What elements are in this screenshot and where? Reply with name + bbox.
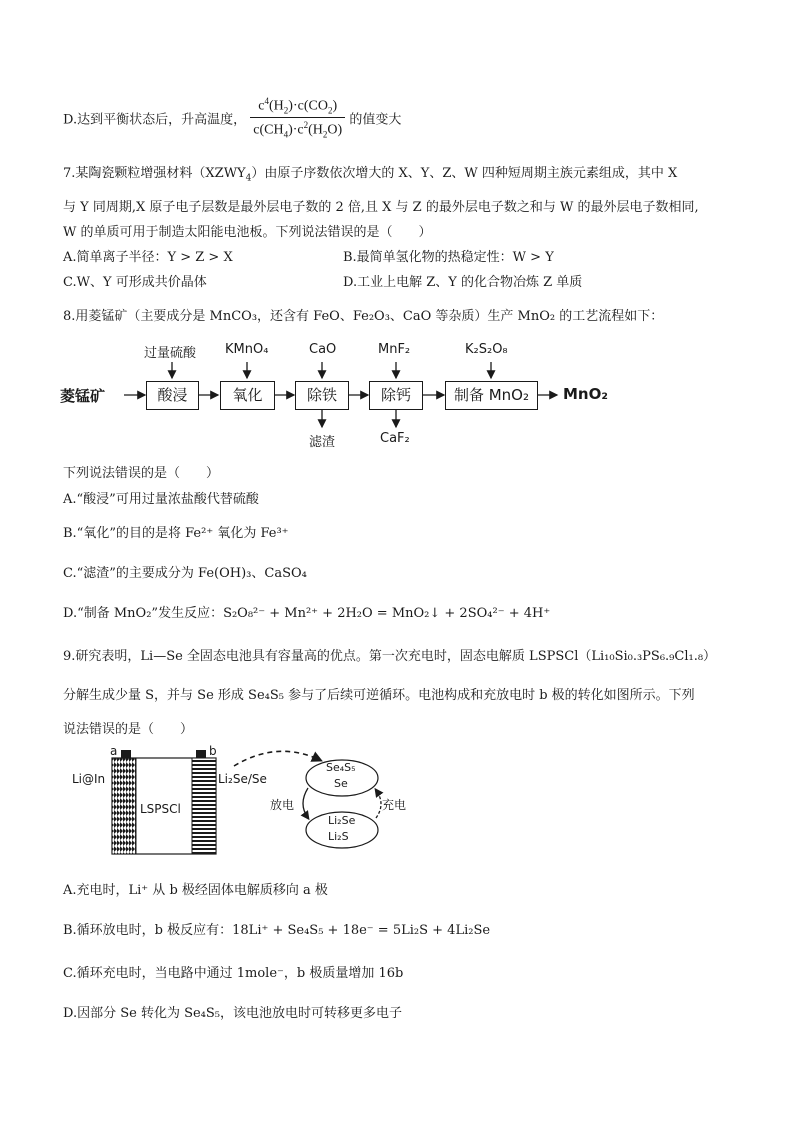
cycle-bottom-species-2: Li₂S <box>328 830 349 843</box>
battery-left-electrode: Li@In <box>72 772 106 786</box>
q9-option-a: A.充电时，Li⁺ 从 b 极经固体电解质移向 a 极 <box>63 883 328 898</box>
q9-option-c: C.循环充电时，当电路中通过 1mole⁻，b 极质量增加 16b <box>63 966 404 981</box>
q7-stem-line1: 7.某陶瓷颗粒增强材料$(XZWY_4)$由原子序数依次增大的 X、Y、Z、W 四种短周期主族元素组成，其中 X <box>63 166 678 184</box>
q8-option-a: A.“酸浸”可用过量浓盐酸代替硫酸 <box>63 492 259 507</box>
cycle-bottom-species-1: Li₂Se <box>328 814 356 827</box>
flow-output-caf2: CaF₂ <box>380 431 410 446</box>
battery-drawing <box>72 744 432 856</box>
flow-input-k2s2o8: K₂S₂O₈ <box>465 342 508 357</box>
flow-box-calcium-removal: 除钙 <box>369 381 423 410</box>
q7-stem-line3: W 的单质可用于制造太阳能电池板。下列说法错误的是（ ） <box>63 225 432 240</box>
flow-output-residue: 滤渣 <box>309 435 336 450</box>
flow-box-oxidation: 氧化 <box>220 381 275 410</box>
q9-stem-line2: 分解生成少量 S，并与 Se 形成 Se₄S₅ 参与了后续可逆循环。电池构成和充放电时 b 极的转化如图所示。下列 <box>63 688 695 703</box>
flow-box-iron-removal: 除铁 <box>295 381 349 410</box>
q6-d-prefix: D.达到平衡状态后，升高温度， <box>63 112 247 128</box>
cycle-top-species-2: Se <box>334 777 348 790</box>
flow-input-mnf2: MnF₂ <box>378 342 411 357</box>
q8-option-b: B.“氧化”的目的是将 Fe²⁺ 氧化为 Fe³⁺ <box>63 526 289 541</box>
battery-right-electrode: Li₂Se/Se <box>218 772 267 786</box>
q7-option-b: B.最简单氢化物的热稳定性：W > Y <box>343 250 554 265</box>
flow-end: MnO₂ <box>563 385 608 403</box>
q7-option-d: D.工业上电解 Z、Y 的化合物冶炼 Z 单质 <box>343 275 583 290</box>
flow-input-sulfuric-acid: 过量硫酸 <box>144 346 197 361</box>
q8-question: 下列说法错误的是（ ） <box>63 466 220 481</box>
q7-option-c: C.W、Y 可形成共价晶体 <box>63 275 207 290</box>
flow-input-cao: CaO <box>309 342 337 357</box>
battery-label-b: b <box>209 744 217 758</box>
q7-option-a: A.简单离子半径：Y > Z > X <box>63 250 233 265</box>
q6-option-d <box>63 96 401 140</box>
q7-line1-a: 7.某陶瓷颗粒增强材料（XZWY <box>63 166 246 181</box>
flow-box-acid-leach: 酸浸 <box>146 381 199 410</box>
cycle-discharge-label: 放电 <box>270 798 295 812</box>
q9-stem-line1: 9.研究表明，Li—Se 全固态电池具有容量高的优点。第一次充电时，固态电解质 LSPSCl（Li₁₀Si₀.₃PS₆.₉Cl₁.₈） <box>63 649 717 664</box>
q8-stem: 8.用菱锰矿（主要成分是 MnCO₃，还含有 FeO、Fe₂O₃、CaO 等杂质）生产 MnO₂ 的工艺流程如下： <box>63 309 664 324</box>
flow-input-kmno4: KMnO₄ <box>225 342 269 357</box>
q6-d-suffix: 的值变大 <box>349 112 402 128</box>
q9-stem-line3: 说法错误的是（ ） <box>63 722 194 737</box>
q9-battery-figure <box>72 744 432 856</box>
q7-stem-line2: 与 Y 同周期,X 原子电子层数是最外层电子数的 2 倍,且 X 与 Z 的最外层电子数之和与 W 的最外层电子数相同, <box>63 200 699 215</box>
battery-electrolyte: LSPSCl <box>140 802 181 816</box>
cycle-charge-label: 充电 <box>382 798 407 812</box>
q8-option-d: D.“制备 MnO₂”发生反应：S₂O₈²⁻ + Mn²⁺ + 2H₂O = MnO₂↓ + 2SO₄²⁻ + 4H⁺ <box>63 606 551 621</box>
q9-option-d: D.因部分 Se 转化为 Se₄S₅，该电池放电时可转移更多电子 <box>63 1006 403 1021</box>
q7-line1-b: ）由原子序数依次增大的 X、Y、Z、W 四种短周期主族元素组成，其中 X <box>251 166 678 181</box>
battery-label-a: a <box>110 744 118 758</box>
cycle-top-species-1: Se₄S₅ <box>326 761 356 774</box>
q6-d-fraction: $\frac{c^4(H_2)\cdot c(CO_2)}{c(CH_4)\cdot c^2(H_2O)}$ <box>250 96 345 140</box>
flow-box-prepare-mno2: 制备 MnO₂ <box>445 381 538 410</box>
q8-flow-diagram <box>60 338 620 456</box>
q9-option-b: B.循环放电时，b 极反应有：18Li⁺ + Se₄S₅ + 18e⁻ = 5Li₂S + 4Li₂Se <box>63 923 491 938</box>
flow-start: 菱锰矿 <box>60 387 106 405</box>
q8-option-c: C.“滤渣”的主要成分为 Fe(OH)₃、CaSO₄ <box>63 566 307 581</box>
